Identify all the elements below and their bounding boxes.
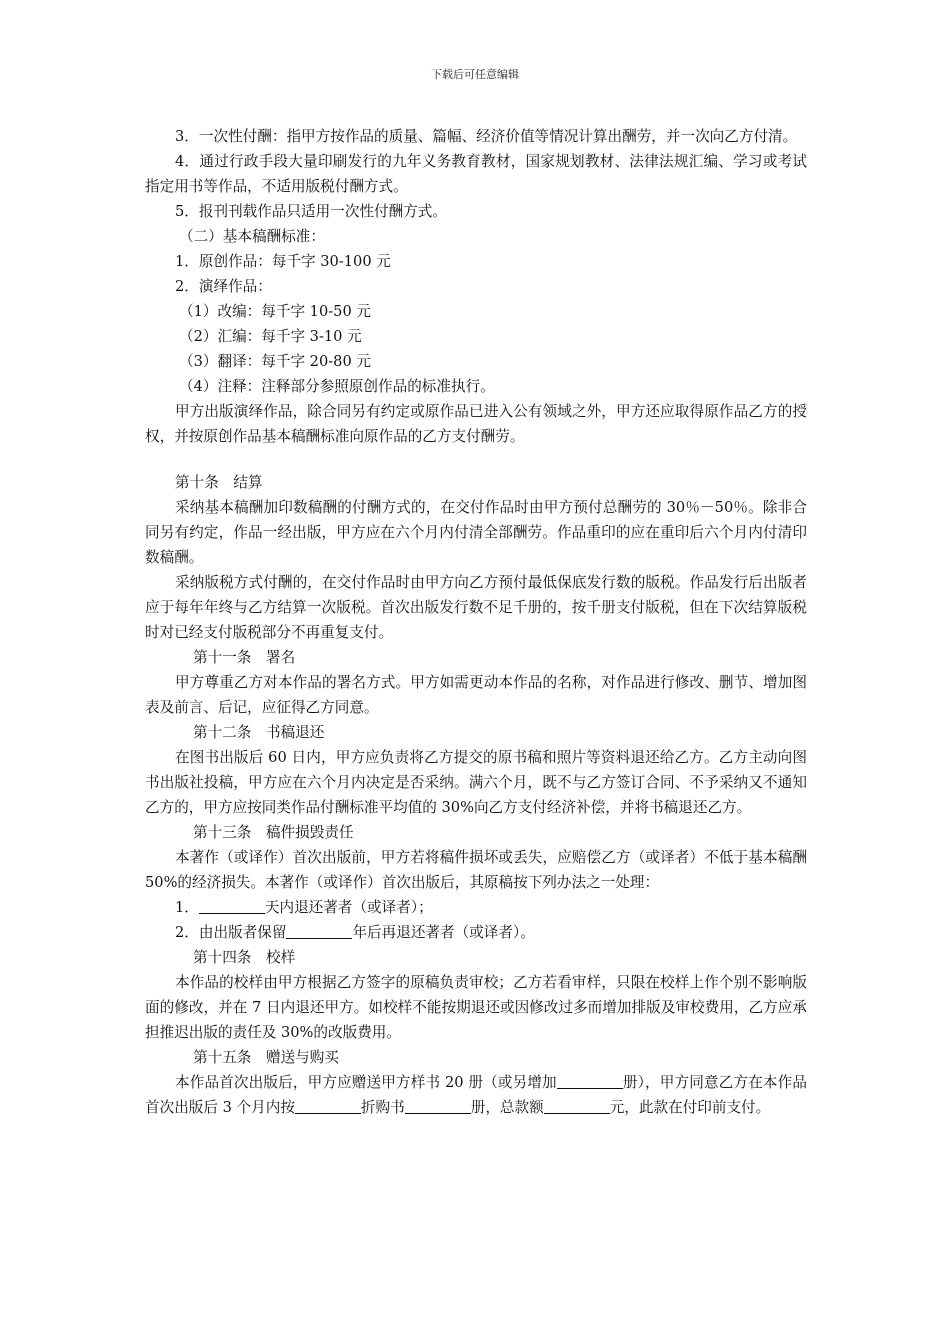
list-item: （1）改编：每千字 10-50 元 [179,303,371,320]
fill-in-blank [199,899,265,914]
article-heading: 第十一条 署名 [193,649,296,666]
page-header: 下载后可任意编辑 [431,68,519,81]
article-heading: 第十四条 校样 [193,949,296,966]
paragraph: 采纳基本稿酬加印数稿酬的付酬方式的，在交付作品时由甲方预付总酬劳的 30％－50％。除非合同另有约定，作品一经出版，甲方应在六个月内付清全部酬劳。作品重印的应在重印后六个月内付清印数稿酬。 [145,499,807,566]
paragraph: 5．报刊刊载作品只适用一次性付酬方式。 [175,203,447,220]
paragraph: 在图书出版后 60 日内，甲方应负责将乙方提交的原书稿和照片等资料退还给乙方。乙方主动向图书出版社投稿，甲方应在六个月内决定是否采纳。满六个月，既不与乙方签订合同、不予采纳又不通知乙方的，甲方应按同类作品付酬标准平均值的 30%向乙方支付经济补偿，并将书稿退还乙方。 [145,749,807,816]
article-heading: 第十条 结算 [175,474,263,491]
paragraph: 3．一次性付酬：指甲方按作品的质量、篇幅、经济价值等情况计算出酬劳，并一次向乙方付清。 [175,128,798,145]
list-item: 1．原创作品：每千字 30-100 元 [175,253,391,270]
article-heading: 第十五条 赠送与购买 [193,1049,339,1066]
paragraph: 采纳版税方式付酬的，在交付作品时由甲方向乙方预付最低保底发行数的版税。作品发行后出版者应于每年年终与乙方结算一次版税。首次出版发行数不足千册的，按千册支付版税，但在下次结算版税时对已经支付版税部分不再重复支付。 [145,574,807,641]
paragraph: 甲方尊重乙方对本作品的署名方式。甲方如需更动本作品的名称，对作品进行修改、删节、增加图表及前言、后记，应征得乙方同意。 [145,674,807,716]
list-item: （4）注释：注释部分参照原创作品的标准执行。 [179,378,495,395]
paragraph: 本作品的校样由甲方根据乙方签字的原稿负责审校；乙方若看审样，只限在校样上作个别不影响版面的修改，并在 7 日内退还甲方。如校样不能按期退还或因修改过多而增加排版及审校费用，乙方应承担推迟出版的责任及 30%的改版费用。 [145,974,807,1041]
section-subheading: （二）基本稿酬标准： [179,228,325,245]
article-heading: 第十三条 稿件损毁责任 [193,824,354,841]
list-item: 2．演绎作品： [175,278,272,295]
paragraph: 本作品首次出版后，甲方应赠送甲方样书 20 册（或另增加 册），甲方同意乙方在本作品首次出版后 3 个月内按 折购书 册，总款额 元，此款在付印前支付。 [145,1074,807,1116]
fill-in-blank [405,1099,471,1114]
fill-in-blank [544,1099,610,1114]
list-item: 2．由出版者保留 年后再退还著者（或译者）。 [175,924,535,941]
article-heading: 第十二条 书稿退还 [193,724,325,741]
paragraph: 4．通过行政手段大量印刷发行的九年义务教育教材，国家规划教材、法律法规汇编、学习或考试指定用书等作品，不适用版税付酬方式。 [145,153,807,195]
document-body [145,124,807,1120]
paragraph: 本著作（或译作）首次出版前，甲方若将稿件损坏或丢失，应赔偿乙方（或译者）不低于基本稿酬 50%的经济损失。本著作（或译作）首次出版后，其原稿按下列办法之一处理： [145,849,807,891]
fill-in-blank [557,1074,623,1089]
list-item: 1． 天内退还著者（或译者）； [175,899,433,916]
fill-in-blank [286,924,352,939]
list-item: （3）翻译：每千字 20-80 元 [179,353,371,370]
list-item: （2）汇编：每千字 3-10 元 [179,328,362,345]
paragraph: 甲方出版演绎作品，除合同另有约定或原作品已进入公有领域之外，甲方还应取得原作品乙方的授权，并按原创作品基本稿酬标准向原作品的乙方支付酬劳。 [145,403,807,445]
fill-in-blank [295,1099,361,1114]
